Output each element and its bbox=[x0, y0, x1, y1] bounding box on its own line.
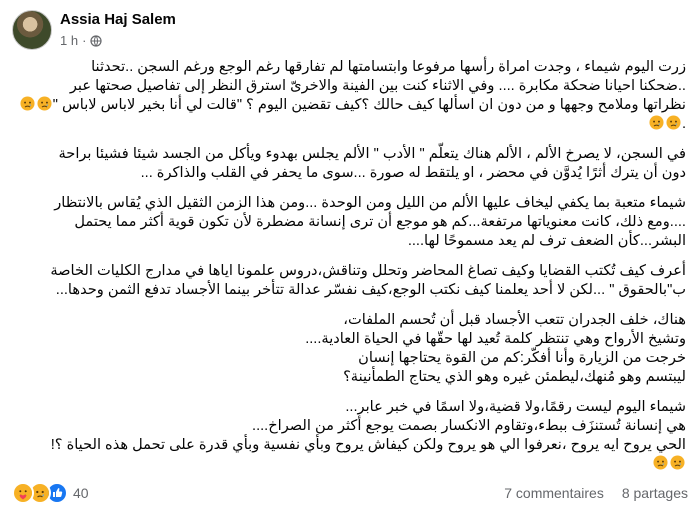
post-line bbox=[14, 455, 686, 474]
sad-face-emoji bbox=[670, 455, 685, 470]
post-line bbox=[14, 417, 686, 436]
post-line-text: الحي يروح ايه يروح ،نعرفوا الي هو يروح ولكن كيفاش يروح وبأي نفسية وبأي قدرة على تحمل هذه الحياة ؟! bbox=[50, 437, 686, 453]
post-line-text: . bbox=[681, 116, 686, 132]
author-name[interactable]: Assia Haj Salem bbox=[60, 11, 176, 28]
post-time[interactable]: 1 h bbox=[60, 33, 79, 48]
separator-dot: · bbox=[82, 33, 87, 48]
post-line-text: ....ومع ذلك، كانت معنوياتها مرتفعة...كم هو موجع أن ترى إنسانة مضطرة لأن تكون قوية أكثر مما يحتمل bbox=[74, 214, 686, 230]
post-line bbox=[14, 58, 686, 77]
post-line-text: خرجت من الزيارة وأنا أفكّر:كم من القوة يحتاجها إنسان bbox=[358, 350, 686, 366]
post-line bbox=[14, 330, 686, 349]
post-line-text: ليبتسم وهو مُنهك،ليطمئن غيره وهو الذي يحتاج الطمأنينة؟ bbox=[343, 369, 686, 385]
post-line-text: هناك، خلف الجدران تتعب الأجساد قبل أن تُحسم الملفات، bbox=[343, 312, 686, 328]
post-line-text: هي إنسانة تُستنزَف ببطء،وتقاوم الانكسار بصمت يوجع أكثر من الصراخ.... bbox=[252, 418, 686, 434]
post-line bbox=[14, 77, 686, 96]
post-line bbox=[14, 213, 686, 232]
post-line bbox=[14, 262, 686, 281]
post-line-text: نظراتها وملامح وجهها و من دون ان اسألها كيف حالك ؟كيف تقضين اليوم ؟ "قالت لي أنا بخير لاباس لاباس " bbox=[52, 97, 686, 113]
post-line bbox=[14, 232, 686, 251]
sad-face-emoji bbox=[37, 96, 52, 111]
post-paragraph bbox=[14, 145, 686, 183]
post-line bbox=[14, 164, 686, 183]
avatar[interactable] bbox=[12, 10, 52, 50]
globe-icon bbox=[90, 35, 102, 47]
post-line bbox=[14, 96, 686, 115]
post-meta bbox=[60, 10, 176, 49]
post-line bbox=[14, 281, 686, 300]
post-line bbox=[14, 349, 686, 368]
shares-count-link[interactable]: 8 partages bbox=[621, 485, 688, 501]
post-paragraph bbox=[14, 398, 686, 474]
post-line-text: ..ضحكنا احيانا ضحكة مكابرة .... وفي الاثناء كنت بين الفينة والاخرىّ استرق النظر إلى تفاصيل صحتها عبر bbox=[69, 78, 686, 94]
sad-face-emoji bbox=[666, 115, 681, 130]
post-line-text: زرت اليوم شيماء ، وجدت امراة رأسها مرفوعا وابتسامتها لم تفارقها رغم الوجع ورغم السجن ..تحدثنا bbox=[91, 59, 686, 75]
post-line-text: ب"بالحقوق " ...لكن لا أحد يعلمنا كيف نكتب الوجع،كيف نفسّر عدالة تتأخر بينما الأجساد تدفع الثمن وحدها... bbox=[55, 282, 686, 298]
care-reaction-icon bbox=[12, 482, 34, 504]
post-subline bbox=[60, 33, 176, 49]
post-line-text: دون أن يترك أثرًا يُدوَّن في محضر ، او يلتقط له صورة ...سوى ما يحفر في القلب والذاكرة ... bbox=[140, 165, 686, 181]
post-line bbox=[14, 311, 686, 330]
post-text bbox=[14, 58, 686, 485]
post-footer bbox=[12, 482, 688, 504]
post-line bbox=[14, 194, 686, 213]
post-line bbox=[14, 368, 686, 387]
post-line-text: أعرف كيف تُكتب القضايا وكيف تصاغ المحاضر وتحلل وتناقش،دروس علمونا اياها في مدارج الكليات الخاصة bbox=[50, 263, 686, 279]
comments-count-link[interactable]: 7 commentaires bbox=[504, 485, 604, 501]
sad-face-emoji bbox=[649, 115, 664, 130]
post-paragraph bbox=[14, 58, 686, 134]
reaction-count[interactable]: 40 bbox=[73, 485, 89, 501]
post-paragraph bbox=[14, 311, 686, 387]
post-line-text: وتشيخ الأرواح وهي تنتظر كلمة تُعيد لها حقّها في الحياة العادية.... bbox=[305, 331, 686, 347]
post-line-text: شيماء اليوم ليست رقمًا،ولا قضية،ولا اسمًا في خبر عابر... bbox=[345, 399, 686, 415]
post-stats bbox=[504, 485, 688, 501]
post-line bbox=[14, 398, 686, 417]
post-line bbox=[14, 145, 686, 164]
post-line-text: البشر...كأن الضعف ترف لم يعد مسموحًا لها.... bbox=[407, 233, 686, 249]
post-line bbox=[14, 115, 686, 134]
post-line-text: في السجن، لا يصرخ الألم ، الألم هناك يتعلّم " الأدب " الألم يجلس بهدوء ويأكل من الجسد شيئا فشيئا براحة bbox=[58, 146, 686, 162]
post-paragraph bbox=[14, 262, 686, 300]
sad-face-emoji bbox=[20, 96, 35, 111]
post-paragraph bbox=[14, 194, 686, 251]
post-header bbox=[12, 10, 176, 54]
post-line bbox=[14, 436, 686, 455]
reaction-summary[interactable] bbox=[12, 482, 89, 504]
sad-face-emoji bbox=[653, 455, 668, 470]
post-line-text: شيماء متعبة بما يكفي ليخاف عليها الألم من الليل ومن الوحدة ...ومن هذا الزمن الثقيل الذي يُقاس بالانتظار bbox=[54, 195, 686, 211]
